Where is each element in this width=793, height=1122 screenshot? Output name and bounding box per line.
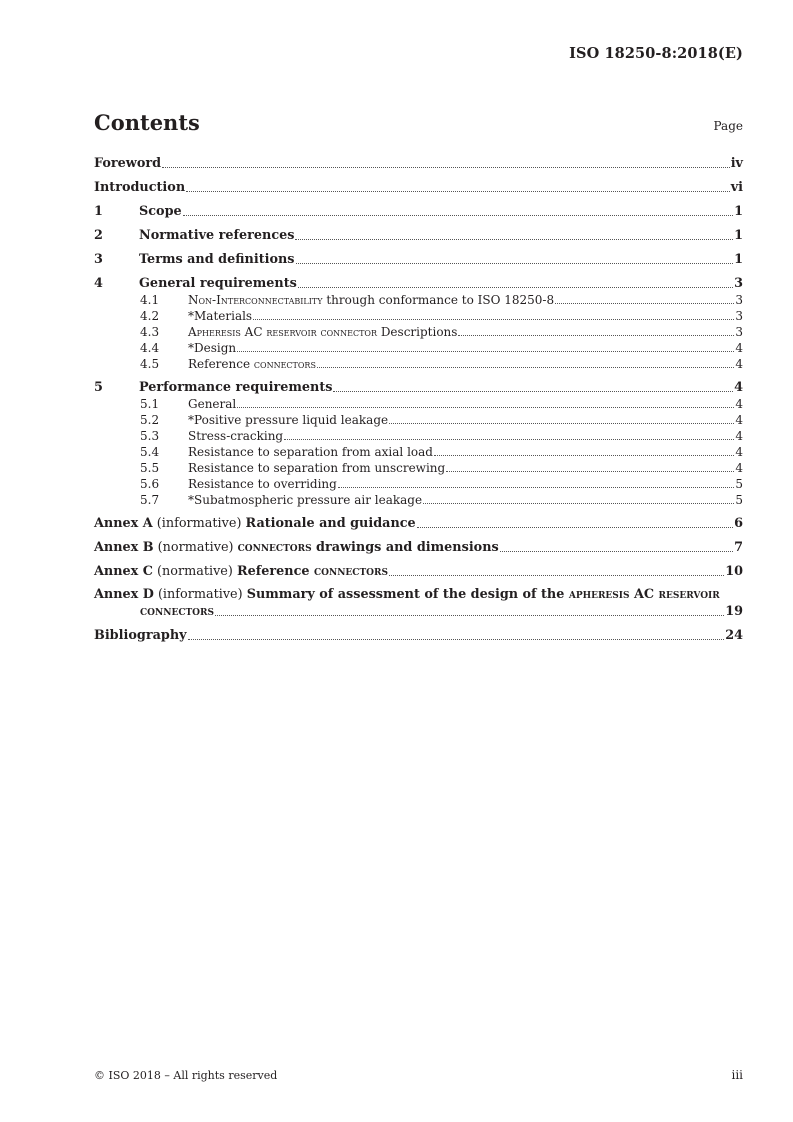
toc-entry-general-requirements[interactable] — [94, 275, 743, 292]
toc-number: 4 — [94, 276, 103, 291]
toc-leader-dots — [253, 319, 734, 320]
toc-leader-dots — [500, 551, 733, 552]
toc-number: 5.4 — [140, 445, 160, 459]
toc-number: 5.1 — [140, 397, 160, 411]
toc-number: 4.3 — [140, 325, 160, 339]
toc-entry-annex-b[interactable] — [94, 539, 743, 556]
toc-entry-4-2[interactable] — [94, 308, 743, 324]
annex-d-second-line — [94, 603, 743, 620]
toc-leader-dots — [434, 455, 734, 456]
toc-leader-dots — [338, 487, 735, 488]
toc-page: 1 — [734, 228, 743, 243]
toc-page: 4 — [735, 397, 743, 411]
toc-leader-dots — [284, 439, 734, 440]
toc-label — [94, 564, 388, 580]
annex-title-smallcaps-continued: connectors — [140, 604, 214, 619]
toc-leader-dots — [298, 287, 733, 288]
toc-leader-dots — [162, 167, 730, 168]
toc-label — [188, 324, 457, 340]
toc-leader-dots — [183, 215, 733, 216]
toc-label: General — [188, 397, 237, 411]
annex-title-pre: Reference — [236, 564, 314, 579]
toc-number: 5.7 — [140, 493, 160, 507]
toc-label: Resistance to separation from axial load — [188, 445, 433, 459]
toc-entry-annex-d[interactable] — [94, 587, 743, 620]
toc-number: 4.1 — [140, 293, 160, 307]
toc-entry-5-7[interactable] — [94, 492, 743, 508]
toc-page: 7 — [734, 540, 743, 555]
toc-leader-dots — [237, 351, 734, 352]
toc-leader-dots — [188, 639, 725, 640]
table-of-contents — [94, 155, 743, 644]
toc-entry-terms-and-definitions[interactable] — [94, 251, 743, 268]
toc-entry-5-6[interactable] — [94, 476, 743, 492]
annex-type: (normative) — [152, 564, 237, 579]
toc-number: 5.5 — [140, 461, 160, 475]
toc-number: 4.2 — [140, 309, 160, 323]
toc-entry-4-1[interactable] — [94, 292, 743, 308]
toc-entry-5-4[interactable] — [94, 444, 743, 460]
toc-page: 1 — [734, 252, 743, 267]
toc-page: 4 — [735, 341, 743, 355]
toc-label — [188, 292, 554, 308]
toc-entry-annex-a[interactable] — [94, 515, 743, 532]
toc-page: vi — [730, 180, 743, 195]
toc-leader-dots — [296, 263, 734, 264]
toc-page: 4 — [735, 413, 743, 427]
toc-page: 10 — [725, 564, 743, 579]
toc-entry-annex-c[interactable] — [94, 563, 743, 580]
annex-title-smallcaps: apheresis AC reservoir — [568, 587, 720, 602]
toc-label: Resistance to separation from unscrewing — [188, 461, 446, 475]
toc-entry-5-5[interactable] — [94, 460, 743, 476]
annex-prefix: Annex B — [94, 540, 154, 555]
toc-label-smallcaps: Apheresis AC reservoir connector — [188, 325, 377, 339]
annex-title: Rationale and guidance — [245, 516, 416, 531]
annex-type: (normative) — [153, 540, 238, 555]
toc-entry-4-3[interactable] — [94, 324, 743, 340]
annex-prefix: Annex C — [94, 564, 153, 579]
toc-page: 3 — [735, 309, 743, 323]
page-column-label: Page — [713, 119, 743, 133]
toc-label: Scope — [139, 204, 182, 219]
toc-number: 5.2 — [140, 413, 160, 427]
toc-entry-4-5[interactable] — [94, 356, 743, 372]
annex-title-pre: Summary of assessment of the design of the — [246, 587, 569, 602]
toc-leader-dots — [417, 527, 733, 528]
toc-leader-dots — [295, 239, 733, 240]
toc-entry-introduction[interactable] — [94, 179, 743, 196]
annex-title-rest: drawings and dimensions — [311, 540, 499, 555]
toc-page: 4 — [735, 461, 743, 475]
toc-label: *Design — [188, 341, 237, 355]
toc-leader-dots — [237, 407, 734, 408]
toc-label: *Subatmospheric pressure air leakage — [188, 493, 423, 507]
toc-page: 4 — [735, 429, 743, 443]
toc-entry-5-3[interactable] — [94, 428, 743, 444]
toc-number: 2 — [94, 228, 103, 243]
toc-label: Bibliography — [94, 628, 187, 643]
toc-label: Normative references — [139, 228, 295, 243]
toc-page: 4 — [734, 380, 743, 395]
toc-entry-performance-requirements[interactable] — [94, 379, 743, 396]
toc-leader-dots — [389, 423, 734, 424]
toc-leader-dots — [389, 575, 724, 576]
toc-page: 3 — [735, 325, 743, 339]
toc-entry-normative-references[interactable] — [94, 227, 743, 244]
toc-page: 6 — [734, 516, 743, 531]
toc-leader-dots — [555, 303, 734, 304]
toc-entry-4-4[interactable] — [94, 340, 743, 356]
toc-label-rest: through conformance to ISO 18250-8 — [322, 293, 555, 307]
toc-leader-dots — [317, 367, 734, 368]
toc-page: 5 — [735, 493, 743, 507]
contents-heading-row — [94, 110, 743, 140]
toc-page: 24 — [725, 628, 743, 643]
contents-title: Contents — [94, 110, 200, 135]
toc-entry-5-1[interactable] — [94, 396, 743, 412]
toc-label: *Materials — [188, 309, 253, 323]
toc-entry-bibliography[interactable] — [94, 627, 743, 644]
toc-label: Introduction — [94, 180, 186, 195]
toc-number: 5.6 — [140, 477, 160, 491]
toc-page: 5 — [735, 477, 743, 491]
toc-number: 3 — [94, 252, 103, 267]
annex-title-smallcaps: connectors — [313, 564, 388, 579]
toc-page: 4 — [735, 357, 743, 371]
page-number: iii — [731, 1068, 743, 1082]
toc-leader-dots — [446, 471, 734, 472]
toc-page: 1 — [734, 204, 743, 219]
toc-number: 5.3 — [140, 429, 160, 443]
toc-number: 5 — [94, 380, 103, 395]
toc-number: 4.5 — [140, 357, 160, 371]
toc-label: Stress-cracking — [188, 429, 284, 443]
toc-label-smallcaps: Non-Interconnectability — [188, 293, 323, 307]
toc-label: General requirements — [139, 276, 297, 291]
toc-page: iv — [730, 156, 743, 171]
toc-label-pre: Reference — [188, 357, 254, 371]
toc-entry-scope[interactable] — [94, 203, 743, 220]
annex-d-first-line — [94, 587, 743, 603]
toc-number: 1 — [94, 204, 103, 219]
toc-label — [188, 356, 316, 372]
toc-page: 3 — [734, 276, 743, 291]
toc-entry-5-2[interactable] — [94, 412, 743, 428]
toc-leader-dots — [423, 503, 734, 504]
toc-label: Resistance to overriding — [188, 477, 337, 491]
annex-type: (informative) — [152, 516, 246, 531]
toc-label: Performance requirements — [139, 380, 333, 395]
toc-label: Terms and definitions — [139, 252, 295, 267]
annex-type: (informative) — [153, 587, 247, 602]
toc-page: 3 — [735, 293, 743, 307]
annex-prefix: Annex A — [94, 516, 153, 531]
toc-number: 4.4 — [140, 341, 160, 355]
copyright-notice: © ISO 2018 – All rights reserved — [94, 1069, 278, 1082]
toc-entry-foreword[interactable] — [94, 155, 743, 172]
toc-page: 19 — [725, 604, 743, 619]
toc-label — [94, 516, 416, 532]
annex-prefix: Annex D — [94, 587, 154, 602]
toc-label-smallcaps: connectors — [253, 357, 316, 371]
toc-label: *Positive pressure liquid leakage — [188, 413, 389, 427]
toc-leader-dots — [186, 191, 730, 192]
toc-page: 4 — [735, 445, 743, 459]
toc-leader-dots — [458, 335, 734, 336]
toc-label: Foreword — [94, 156, 162, 171]
annex-title-smallcaps: connectors — [237, 540, 312, 555]
toc-leader-dots — [215, 615, 724, 616]
document-id: ISO 18250-8:2018(E) — [569, 45, 743, 62]
toc-leader-dots — [333, 391, 733, 392]
toc-label — [94, 540, 499, 556]
toc-label-rest: Descriptions — [377, 325, 458, 339]
